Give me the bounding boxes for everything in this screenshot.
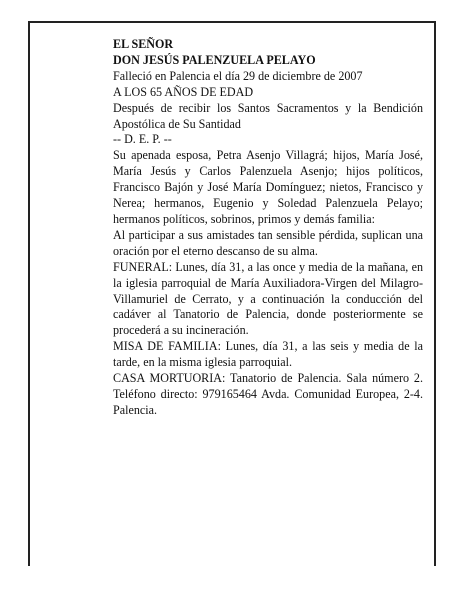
notice-border-left — [28, 21, 30, 566]
deceased-name: DON JESÚS PALENZUELA PELAYO — [113, 52, 316, 67]
notice-border-top — [28, 21, 436, 23]
age-statement: A LOS 65 AÑOS DE EDAD — [113, 84, 254, 99]
family-mass-details: MISA DE FAMILIA: Lunes, día 31, a las seis y media de la tarde, en la misma iglesia parroquial. — [113, 339, 423, 370]
death-statement: Falleció en Palencia el día 29 de diciembre de 2007 — [113, 68, 363, 83]
funeral-details: FUNERAL: Lunes, día 31, a las once y media de la mañana, en la iglesia parroquial de María Auxiliadora-Virgen del Milagro-Villamuriel de Cerrato, y a continuación la conducción del cadáver al Tanatorio de Palencia, donde posteriormente se procederá a su incineración. — [113, 259, 423, 338]
funeral-home-details: CASA MORTUORIA: Tanatorio de Palencia. Sala número 2. Teléfono directo: 979165464 Avda. Comunidad Europea, 2-4. Palencia. — [113, 371, 423, 417]
obituary-notice — [113, 37, 423, 419]
sacraments-statement: Después de recibir los Santos Sacramentos y la Bendición Apostólica de Su Santidad — [113, 100, 423, 131]
prayer-request: Al participar a sus amistades tan sensible pérdida, suplican una oración por el eterno descanso de su alma. — [113, 227, 423, 258]
dep-line: -- D. E. P. -- — [113, 132, 172, 147]
notice-title: EL SEÑOR — [113, 37, 174, 51]
family-paragraph: Su apenada esposa, Petra Asenjo Villagrá; hijos, María José, María Jesús y Carlos Palenzuela Asenjo; hijos políticos, Francisco Bajón y José María Domínguez; nietos, Francisco y Nerea; hermanos, Eugenio y Soledad Palenzuela Pelayo; hermanos políticos, sobrinos, primos y demás familia: — [113, 148, 423, 226]
notice-border-right — [434, 21, 436, 566]
